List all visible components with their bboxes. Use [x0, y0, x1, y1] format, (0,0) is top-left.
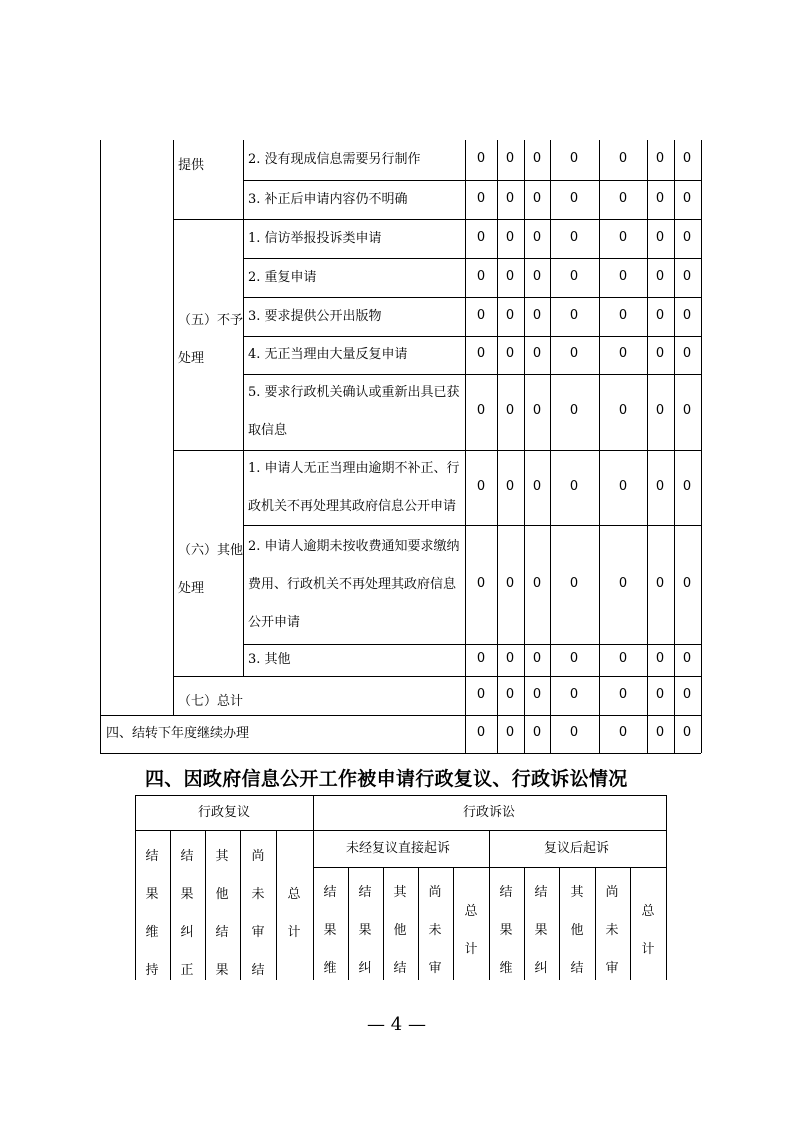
row-value: 0 — [655, 403, 665, 418]
row-label: 3. 补正后申请内容仍不明确 — [248, 191, 408, 207]
review-total-label-char: 计 — [287, 925, 301, 940]
row-value: 0 — [532, 229, 542, 245]
direct-column-label-char: 结 — [393, 961, 407, 976]
row-value: 0 — [476, 478, 486, 494]
after-review-column-label-char: 未 — [605, 923, 619, 938]
direct-column-label-char: 他 — [393, 923, 407, 938]
row-value: 0 — [505, 307, 515, 323]
row-value: 0 — [569, 575, 579, 591]
row-label: 公开申请 — [248, 614, 301, 630]
row-value: 0 — [505, 151, 515, 166]
row-label: 取信息 — [248, 423, 288, 438]
row-value: 0 — [532, 651, 542, 666]
row-value: 0 — [682, 725, 692, 740]
row-value: 0 — [682, 686, 692, 702]
direct-column-label-char: 结 — [323, 885, 337, 900]
row-value: 0 — [532, 575, 542, 591]
row-value: 0 — [682, 575, 692, 591]
after-review-column-label — [567, 874, 587, 988]
row-value: 0 — [569, 346, 579, 361]
row-value: 0 — [532, 725, 542, 740]
row-label: 3. 要求提供公开出版物 — [248, 308, 382, 324]
review-total-label-char: 总 — [287, 887, 301, 902]
direct-total-label-char: 计 — [464, 942, 478, 957]
row-value: 0 — [532, 190, 542, 206]
page-number: — 4 — — [367, 1014, 426, 1035]
direct-column-label — [425, 874, 445, 988]
review-column-label — [177, 838, 197, 990]
row-label: 4. 无正当理由大量反复申请 — [248, 347, 408, 362]
row-value: 0 — [655, 229, 665, 245]
row-value: 0 — [682, 190, 692, 206]
row-value: 0 — [505, 725, 515, 740]
row-value: 0 — [505, 403, 515, 418]
review-column-label-char: 尚 — [251, 849, 265, 864]
row-value: 0 — [618, 651, 628, 666]
review-column-label-char: 他 — [215, 887, 229, 902]
review-column-label-char: 维 — [145, 925, 159, 940]
row-value: 0 — [569, 725, 579, 740]
row-value: 0 — [618, 151, 628, 166]
row-value: 0 — [618, 403, 628, 418]
after-review-total-label-char: 总 — [641, 904, 655, 919]
row-value: 0 — [682, 268, 692, 284]
row-value: 0 — [505, 651, 515, 666]
after-review-column-label-char: 其 — [570, 885, 584, 900]
row-value: 0 — [618, 307, 628, 323]
after-review-column-label-char: 结 — [570, 961, 584, 976]
after-review-total-label — [638, 893, 658, 969]
group-5-line2: 处理 — [178, 351, 205, 366]
direct-column-label-char: 未 — [428, 923, 442, 938]
direct-column-label-char: 结 — [358, 885, 372, 900]
review-column-label-char: 果 — [145, 887, 159, 902]
row-value: 0 — [655, 725, 665, 740]
row-value: 0 — [682, 151, 692, 166]
row-label: 四、结转下年度继续办理 — [106, 726, 250, 741]
direct-column-label — [390, 874, 410, 988]
row-value: 0 — [682, 229, 692, 245]
row-value: 0 — [532, 346, 542, 361]
review-header: 行政复议 — [198, 805, 251, 820]
row-value: 0 — [618, 478, 628, 494]
row-value: 0 — [655, 268, 665, 284]
row-value: 0 — [476, 575, 486, 591]
row-value: 0 — [655, 190, 665, 206]
row-value: 0 — [532, 268, 542, 284]
row-value: 0 — [682, 403, 692, 418]
after-review-column-label-char: 果 — [499, 923, 513, 938]
direct-header: 未经复议直接起诉 — [346, 841, 451, 856]
row-value: 0 — [618, 229, 628, 245]
after-review-column-label-char: 维 — [499, 961, 513, 976]
row-value: 0 — [505, 229, 515, 245]
review-column-label-char: 结 — [215, 925, 229, 940]
review-column-label-char: 结 — [145, 849, 159, 864]
row-label: 2. 没有现成信息需要另行制作 — [248, 152, 421, 167]
row-value: 0 — [476, 190, 486, 206]
review-column-label — [248, 838, 268, 990]
row-value: 0 — [476, 268, 486, 284]
row-value: 0 — [618, 575, 628, 591]
section-heading: 四、因政府信息公开工作被申请行政复议、行政诉讼情况 — [145, 768, 628, 790]
row-value: 0 — [532, 403, 542, 418]
row-value: 0 — [505, 268, 515, 284]
row-value: 0 — [532, 151, 542, 166]
row-value: 0 — [655, 346, 665, 361]
row-value: 0 — [655, 651, 665, 666]
row-value: 0 — [618, 268, 628, 284]
row-value: 0 — [569, 190, 579, 206]
row-value: 0 — [476, 725, 486, 740]
row-value: 0 — [682, 478, 692, 494]
row-value: 0 — [655, 307, 665, 323]
direct-column-label-char: 尚 — [428, 885, 442, 900]
review-column-label-char: 纠 — [180, 925, 194, 940]
review-column-label-char: 审 — [251, 925, 265, 940]
direct-column-label-char: 纠 — [358, 961, 372, 976]
row-value: 0 — [476, 403, 486, 418]
row-value: 0 — [682, 651, 692, 666]
direct-column-label-char: 审 — [428, 961, 442, 976]
row-label: 政机关不再处理其政府信息公开申请 — [248, 498, 457, 514]
row-value: 0 — [682, 307, 692, 323]
row-label: 2. 申请人逾期未按收费通知要求缴纳 — [248, 538, 460, 554]
group-6-line2: 处理 — [178, 581, 205, 596]
row-value: 0 — [618, 686, 628, 702]
direct-column-label-char: 果 — [358, 923, 372, 938]
review-column-label-char: 正 — [180, 963, 194, 978]
row-value: 0 — [505, 575, 515, 591]
direct-total-label-char: 总 — [464, 904, 478, 919]
review-column-label-char: 结 — [180, 849, 194, 864]
row-value: 0 — [618, 725, 628, 740]
row-label: 费用、行政机关不再处理其政府信息 — [248, 576, 457, 592]
row-value: 0 — [569, 403, 579, 418]
row-value: 0 — [655, 686, 665, 702]
direct-column-label-char: 果 — [323, 923, 337, 938]
row-value: 0 — [505, 478, 515, 494]
row-value: 0 — [476, 151, 486, 166]
group-total: （七）总计 — [178, 694, 244, 709]
after-review-column-label — [602, 874, 622, 988]
after-review-header: 复议后起诉 — [544, 841, 610, 856]
after-review-total-label-char: 计 — [641, 942, 655, 957]
row-value: 0 — [532, 686, 542, 702]
row-value: 0 — [532, 307, 542, 323]
row-label: 2. 重复申请 — [248, 269, 317, 285]
after-review-column-label-char: 结 — [534, 885, 548, 900]
row-value: 0 — [569, 229, 579, 245]
review-column-label-char: 其 — [215, 849, 229, 864]
review-column-label-char: 持 — [145, 963, 159, 978]
row-value: 0 — [655, 575, 665, 591]
row-value: 0 — [569, 478, 579, 494]
row-value: 0 — [505, 346, 515, 361]
review-column-label-char: 果 — [215, 963, 229, 978]
after-review-column-label-char: 结 — [499, 885, 513, 900]
row-value: 0 — [505, 190, 515, 206]
direct-total-label — [461, 893, 481, 969]
row-label: 1. 申请人无正当理由逾期不补正、行 — [248, 460, 460, 476]
review-column-label-char: 结 — [251, 963, 265, 978]
row-value: 0 — [569, 151, 579, 166]
row-value: 0 — [476, 229, 486, 245]
row-value: 0 — [618, 190, 628, 206]
review-column-label-char: 未 — [251, 887, 265, 902]
row-value: 0 — [532, 478, 542, 494]
row-value: 0 — [569, 268, 579, 284]
after-review-column-label-char: 果 — [534, 923, 548, 938]
review-column-label-char: 果 — [180, 887, 194, 902]
review-column-label — [212, 838, 232, 990]
after-review-column-label — [496, 874, 516, 988]
direct-column-label — [320, 874, 340, 988]
after-review-column-label-char: 尚 — [605, 885, 619, 900]
row-label: 3. 其他 — [248, 652, 291, 667]
row-value: 0 — [505, 686, 515, 702]
row-value: 0 — [569, 686, 579, 702]
row-label: 1. 信访举报投诉类申请 — [248, 230, 382, 246]
after-review-column-label-char: 纠 — [534, 961, 548, 976]
after-review-column-label-char: 他 — [570, 923, 584, 938]
review-total-label — [284, 876, 304, 952]
row-value: 0 — [476, 307, 486, 323]
row-value: 0 — [655, 151, 665, 166]
row-value: 0 — [682, 346, 692, 361]
group-provide-tail: 提供 — [178, 158, 205, 173]
after-review-column-label-char: 审 — [605, 961, 619, 976]
row-value: 0 — [476, 686, 486, 702]
row-label: 5. 要求行政机关确认或重新出具已获 — [248, 385, 460, 400]
row-value: 0 — [569, 651, 579, 666]
after-review-column-label — [531, 874, 551, 988]
row-value: 0 — [655, 478, 665, 494]
row-value: 0 — [569, 307, 579, 323]
row-value: 0 — [476, 346, 486, 361]
direct-column-label — [355, 874, 375, 988]
direct-column-label-char: 其 — [393, 885, 407, 900]
row-value: 0 — [476, 651, 486, 666]
review-column-label — [142, 838, 162, 990]
group-5-line1: （五）不予 — [178, 313, 244, 328]
row-value: 0 — [618, 346, 628, 361]
litigation-header: 行政诉讼 — [463, 805, 516, 820]
direct-column-label-char: 维 — [323, 961, 337, 976]
group-6-line1: （六）其他 — [178, 543, 244, 558]
